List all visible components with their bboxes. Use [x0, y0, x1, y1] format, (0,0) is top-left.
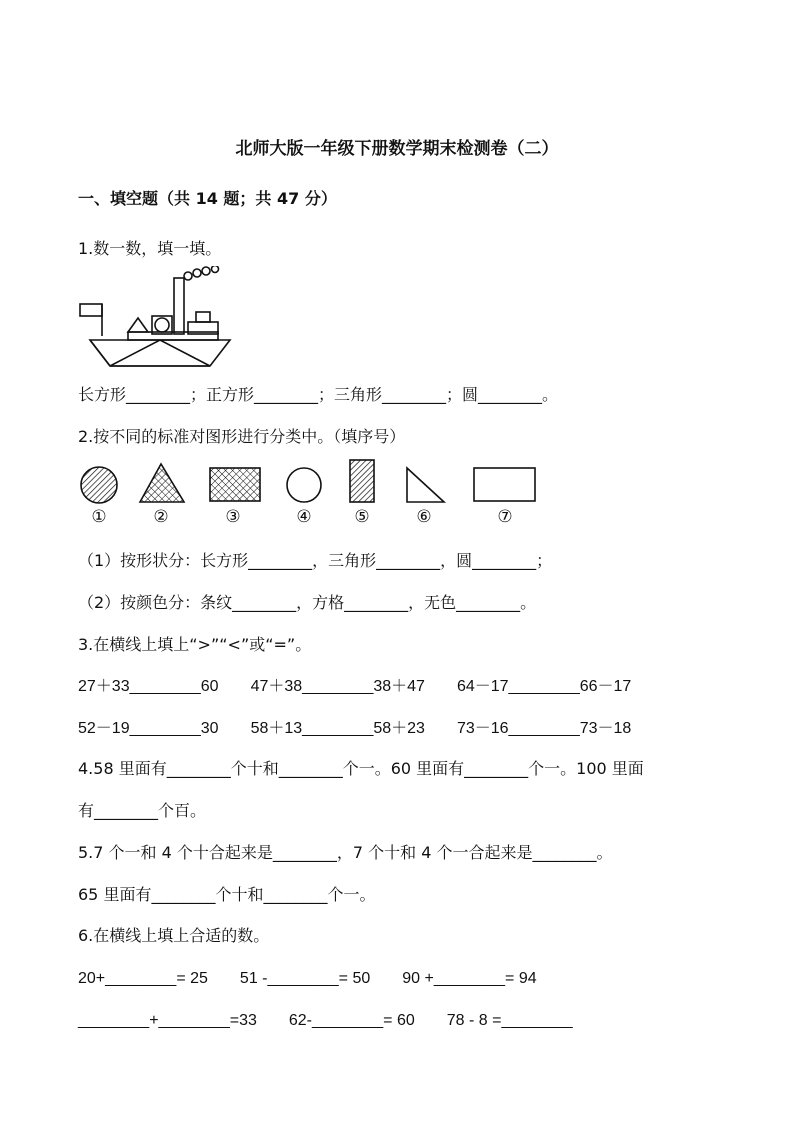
smoke-circle: [212, 266, 219, 273]
shape-number: ⑥: [416, 507, 432, 527]
smoke-circle: [184, 272, 192, 280]
q6-row1: 20+________= 25 51 -________= 50 90 +________= 94: [78, 970, 537, 987]
ship-figure: [76, 266, 236, 370]
smoke-circle: [202, 267, 210, 275]
shape-3-grid-rectangle: [210, 468, 260, 501]
cabin-triangle: [128, 318, 148, 332]
shape-number: ⑤: [354, 507, 370, 527]
shape-number: ③: [225, 507, 241, 527]
q3-prompt: 3.在横线上填上“>”“<”或“=”。: [78, 635, 312, 654]
shape-6-plain-triangle: [407, 468, 444, 502]
deck-box: [196, 312, 210, 322]
q1-prompt: 1.数一数，填一填。: [78, 239, 222, 258]
q3-row2: 52－19________30 58＋13________58＋23 73－16________73－18: [78, 720, 632, 737]
q3-row1: 27＋33________60 47＋38________38＋47 64－17________66－17: [78, 678, 632, 695]
cabin-circle: [155, 318, 169, 332]
q6-prompt: 6.在横线上填上合适的数。: [78, 926, 270, 945]
shape-4-plain-circle: [287, 468, 321, 502]
flag-rectangle: [80, 304, 102, 316]
q5-line2: 65 里面有________个十和________个一。: [78, 885, 376, 904]
shape-number: ④: [296, 507, 312, 527]
shape-5-striped-rectangle: [350, 460, 374, 502]
chimney-rectangle: [174, 278, 184, 334]
shape-number: ②: [153, 507, 169, 527]
shape-2-grid-triangle: [140, 464, 184, 502]
q2-prompt: 2.按不同的标准对图形进行分类中。（填序号）: [78, 427, 406, 446]
section-heading: 一、填空题（共 14 题；共 47 分）: [78, 189, 337, 208]
shape-7-plain-rectangle: [474, 468, 535, 501]
shape-number: ①: [91, 507, 107, 527]
smoke-circle: [193, 269, 201, 277]
q5-line1: 5.7 个一和 4 个十合起来是________，7 个十和 4 个一合起来是________。: [78, 843, 613, 862]
page-title: 北师大版一年级下册数学期末检测卷（二）: [235, 139, 559, 159]
shape-1-striped-circle: [81, 467, 117, 503]
q4-line2: 有________个百。: [78, 801, 207, 820]
q6-row2: ________+________=33 62-________= 60 78 - 8 =________: [78, 1012, 573, 1029]
q2-part1: （1）按形状分：长方形________，三角形________，圆________；: [78, 551, 553, 570]
hull: [90, 340, 230, 366]
q1-answer-line: 长方形________；正方形________；三角形________；圆________。: [78, 385, 559, 404]
q2-shapes: [70, 456, 550, 508]
q4-line1: 4.58 里面有________个十和________个一。60 里面有________个一。100 里面: [78, 759, 644, 778]
q2-part2: （2）按颜色分：条纹________，方格________，无色________。: [78, 593, 537, 612]
shape-number: ⑦: [497, 507, 513, 527]
